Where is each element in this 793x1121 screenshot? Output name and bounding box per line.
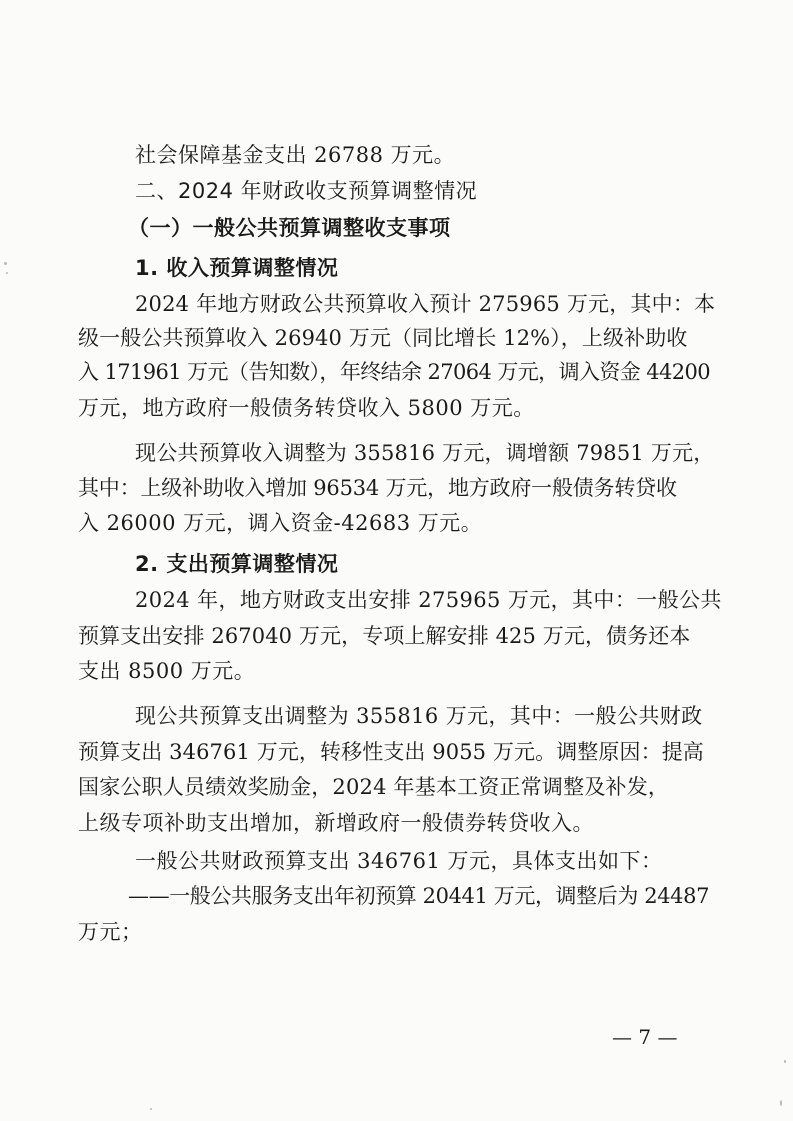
paragraph-line: 其中：上级补助收入增加 96534 万元，地方政府一般债务转贷收 [78, 476, 677, 500]
paragraph-line: 国家公职人员绩效奖励金，2024 年基本工资正常调整及补发， [78, 775, 670, 799]
scan-speck [784, 1060, 786, 1063]
item-heading-income: 1. 收入预算调整情况 [135, 256, 339, 280]
paragraph-line: 2024 年，地方财政支出安排 275965 万元，其中：一般公共 [135, 588, 722, 612]
paragraph-line: 上级专项补助支出增加，新增政府一般债券转贷收入。 [78, 811, 594, 835]
paragraph-line: 支出 8500 万元。 [78, 659, 256, 683]
paragraph-line: 预算支出 346761 万元，转移性支出 9055 万元。调整原因：提高 [78, 740, 704, 764]
item-heading-expenditure: 2. 支出预算调整情况 [135, 552, 339, 576]
section-heading: 二、2024 年财政收支预算调整情况 [135, 179, 478, 203]
paragraph-line: 预算支出安排 267040 万元，专项上解安排 425 万元，债务还本 [78, 624, 691, 648]
paragraph-line: 入 26000 万元，调入资金-42683 万元。 [78, 511, 483, 535]
scan-speck [4, 262, 7, 265]
paragraph-line: 社会保障基金支出 26788 万元。 [135, 143, 456, 167]
subsection-heading: （一）一般公共预算调整收支事项 [128, 216, 451, 240]
paragraph-line: 现公共预算收入调整为 355816 万元，调增额 79851 万元， [135, 441, 715, 465]
paragraph-line: 入 171961 万元（告知数），年终结余 27064 万元，调入资金 44200 [78, 360, 711, 384]
scan-speck [6, 272, 8, 274]
page-number: — 7 — [612, 1025, 678, 1049]
paragraph-line: 一般公共财政预算支出 346761 万元，具体支出如下： [135, 849, 663, 873]
paragraph-line: 级一般公共预算收入 26940 万元（同比增长 12%），上级补助收 [78, 326, 688, 350]
paragraph-line: 万元，地方政府一般债务转贷收入 5800 万元。 [78, 396, 535, 420]
paragraph-line: 万元； [78, 920, 143, 944]
paragraph-line: ——一般公共服务支出年初预算 20441 万元，调整后为 24487 [128, 884, 710, 908]
scan-speck [150, 1108, 152, 1110]
paragraph-line: 2024 年地方财政公共预算收入预计 275965 万元，其中：本 [135, 292, 716, 316]
paragraph-line: 现公共预算支出调整为 355816 万元，其中：一般公共财政 [135, 704, 703, 728]
scan-speck [780, 1100, 782, 1106]
